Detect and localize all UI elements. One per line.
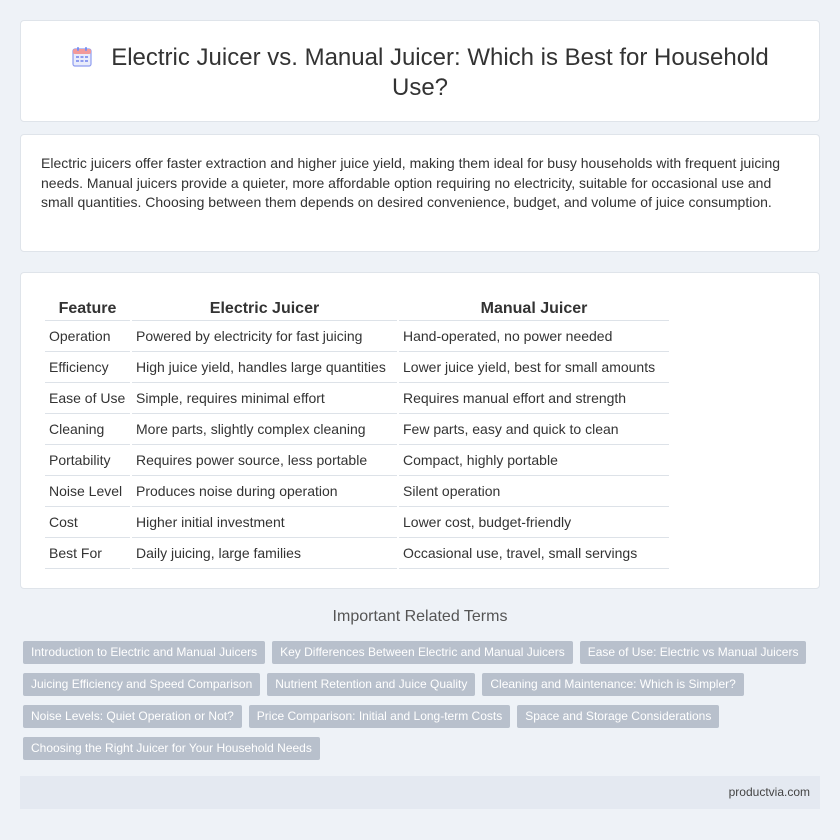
row-feature: Noise Level xyxy=(45,476,130,507)
related-term-tag[interactable]: Juicing Efficiency and Speed Comparison xyxy=(23,673,260,696)
row-feature: Ease of Use xyxy=(45,383,130,414)
intro-card xyxy=(20,134,820,252)
row-feature: Operation xyxy=(45,321,130,352)
related-term-tag[interactable]: Nutrient Retention and Juice Quality xyxy=(267,673,475,696)
row-manual: Few parts, easy and quick to clean xyxy=(399,414,669,445)
comparison-table-card xyxy=(20,272,820,589)
calendar-icon xyxy=(71,46,93,68)
comparison-table xyxy=(43,295,671,569)
row-manual: Lower cost, budget-friendly xyxy=(399,507,669,538)
page-title: Electric Juicer vs. Manual Juicer: Which is Best for Household Use? xyxy=(111,44,769,101)
row-electric: Higher initial investment xyxy=(132,507,397,538)
title-card xyxy=(20,20,820,122)
header-electric: Electric Juicer xyxy=(132,295,397,321)
row-manual: Compact, highly portable xyxy=(399,445,669,476)
related-term-tag[interactable]: Introduction to Electric and Manual Juicers xyxy=(23,641,265,664)
related-terms-list xyxy=(23,641,823,760)
row-electric: Simple, requires minimal effort xyxy=(132,383,397,414)
related-term-tag[interactable]: Space and Storage Considerations xyxy=(517,705,719,728)
row-manual: Requires manual effort and strength xyxy=(399,383,669,414)
related-term-tag[interactable]: Ease of Use: Electric vs Manual Juicers xyxy=(580,641,807,664)
related-term-tag[interactable]: Choosing the Right Juicer for Your Household Needs xyxy=(23,737,320,760)
page-title-wrap xyxy=(61,43,779,103)
related-terms-heading: Important Related Terms xyxy=(332,608,508,625)
row-manual: Hand-operated, no power needed xyxy=(399,321,669,352)
table-row xyxy=(45,383,669,414)
related-term-tag[interactable]: Noise Levels: Quiet Operation or Not? xyxy=(23,705,242,728)
table-row xyxy=(45,476,669,507)
footer-site-link[interactable]: productvia.com xyxy=(728,785,810,799)
row-electric: Daily juicing, large families xyxy=(132,538,397,569)
footer xyxy=(20,776,820,809)
related-term-tag[interactable]: Price Comparison: Initial and Long-term Costs xyxy=(249,705,510,728)
row-electric: More parts, slightly complex cleaning xyxy=(132,414,397,445)
intro-paragraph: Electric juicers offer faster extraction and higher juice yield, making them ideal for busy households with frequent juicing needs. Manual juicers provide a quieter, more affordable option requiring no electricity, suitable for occasional use and small quantities. Choosing between them depends on desired convenience, budget, and volume of juice consumption. xyxy=(41,155,781,210)
row-electric: Powered by electricity for fast juicing xyxy=(132,321,397,352)
header-feature: Feature xyxy=(45,295,130,321)
row-feature: Cleaning xyxy=(45,414,130,445)
header-manual: Manual Juicer xyxy=(399,295,669,321)
table-row xyxy=(45,352,669,383)
row-feature: Efficiency xyxy=(45,352,130,383)
table-row xyxy=(45,445,669,476)
row-electric: Requires power source, less portable xyxy=(132,445,397,476)
row-electric: High juice yield, handles large quantities xyxy=(132,352,397,383)
row-feature: Best For xyxy=(45,538,130,569)
row-manual: Lower juice yield, best for small amounts xyxy=(399,352,669,383)
table-row xyxy=(45,321,669,352)
row-manual: Silent operation xyxy=(399,476,669,507)
table-row xyxy=(45,507,669,538)
table-header-row xyxy=(45,295,669,321)
table-row xyxy=(45,538,669,569)
row-electric: Produces noise during operation xyxy=(132,476,397,507)
related-term-tag[interactable]: Key Differences Between Electric and Manual Juicers xyxy=(272,641,573,664)
table-row xyxy=(45,414,669,445)
row-feature: Portability xyxy=(45,445,130,476)
row-manual: Occasional use, travel, small servings xyxy=(399,538,669,569)
related-term-tag[interactable]: Cleaning and Maintenance: Which is Simpler? xyxy=(482,673,743,696)
row-feature: Cost xyxy=(45,507,130,538)
